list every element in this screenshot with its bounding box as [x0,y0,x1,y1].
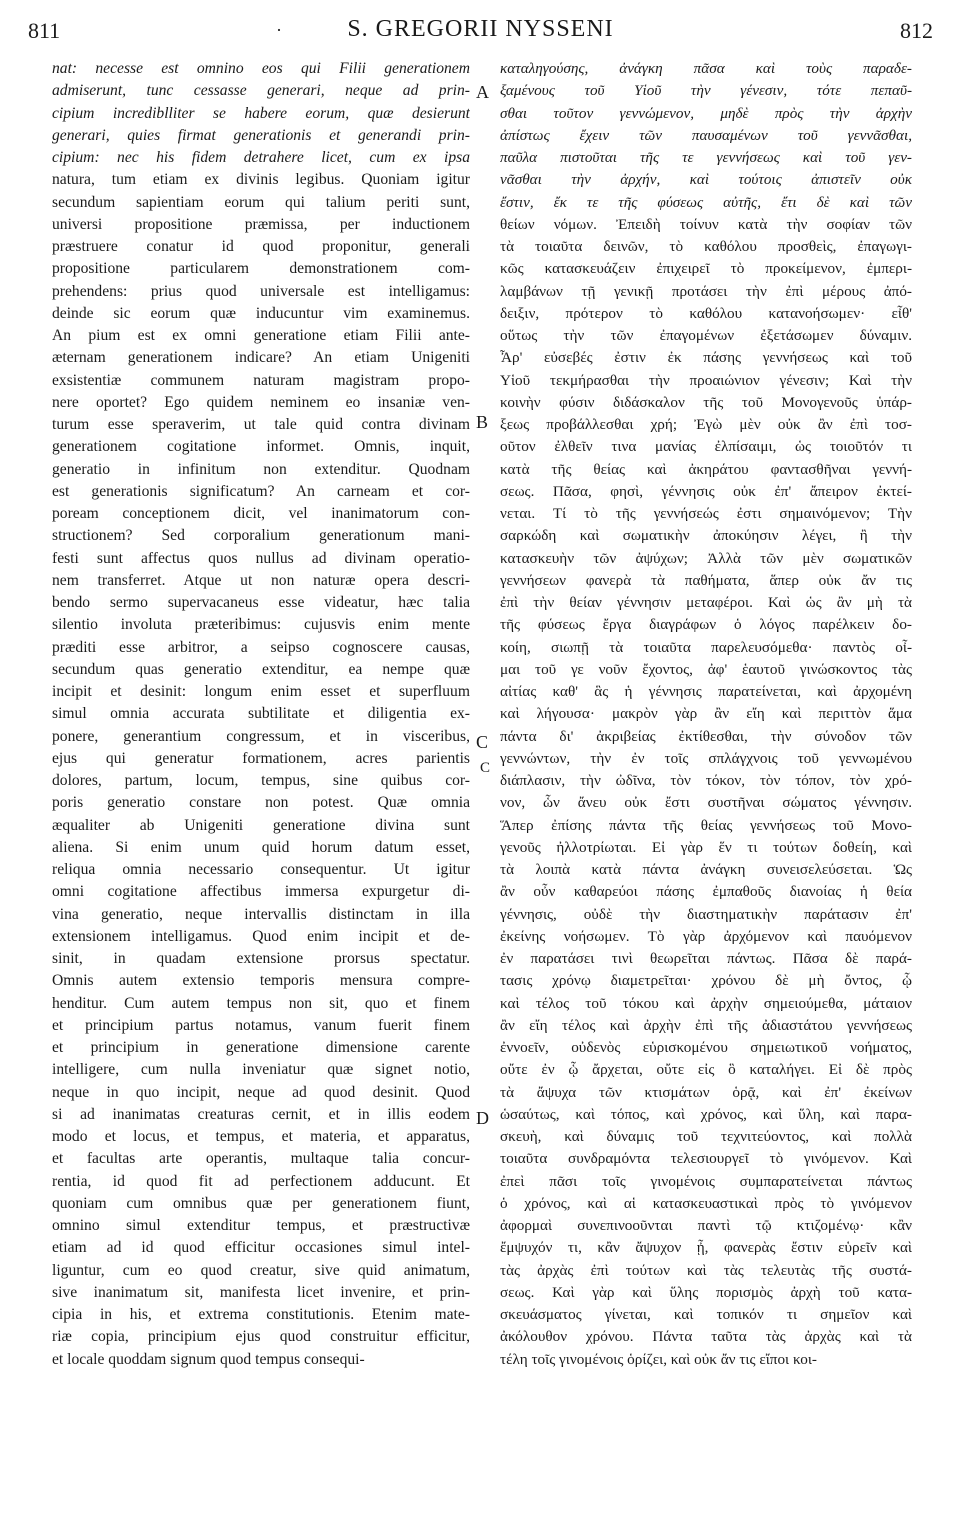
text-line: nere oportet? Ego quidem neminem eo insaniæ ven- [52,393,470,411]
text-line: ἂν εἴη τέλος καὶ ἀρχὴν ἐπὶ τῆς ἀδιαστάτου γεννήσεως [500,1016,912,1034]
text-line: σεως. Πᾶσα, φησὶ, γέννησις οὐκ ἐπ' ἄπειρον ἐκτεί- [500,482,912,500]
text-line: turum esse speraverim, ut tale quid contra divinam [52,416,470,433]
text-line: extensionem intelligamus. Quod enim incipit et de- [52,927,470,945]
text-line: æternam generationem indicare? An etiam Unigeniti [52,349,470,367]
text-line: cipia in his, et extrema constitutionis. Etenim mate- [52,1306,470,1323]
running-title: S. GREGORII NYSSENI [347,16,614,42]
text-line: κοινὴν φύσιν διδάσκαλον τῆς τοῦ Μονογενοῦς ὑπάρ- [500,393,912,411]
text-line: quoniam cum omnibus quæ per generationem fiunt, [52,1194,470,1212]
text-line: ἐν παρατάσει τινὶ θεωρεῖται πάντως. Πᾶσα δὲ παρά- [500,950,912,967]
margin-letter-c-small: C [480,760,491,776]
text-line: ἐπὶ τὴν θείαν γέννησιν μεταφέροι. Καὶ ὡς ἂν μὴ τὰ [500,594,912,611]
page-header [28,10,933,50]
text-line: ἐννοεῖν, οὐδενὸς εὑρισκομένου σημειωτικοῦ νοήματος, [500,1039,912,1056]
text-line: σκευὴ, καὶ δύναμις τοῦ τεχνιτεύοντος, καὶ πολλὰ [500,1128,912,1145]
text-line: οὔτε ἐν ᾧ ἄρχεται, οὔτε εἰς ὃ καταλήγει. Εἰ δὲ πρὸς [500,1061,912,1079]
text-line: silentio involuta præteribimus: cujusvis enim mente [52,616,470,634]
text-line: omni cogitatione affectibus immersa expurgetur di- [52,883,470,901]
text-line: ἐκείνης νοήσωμεν. Τὸ γὰρ ἀρχόμενον καὶ παυόμενον [500,927,912,945]
text-line: reliqua omnia necessario consequentur. Ut igitur [52,861,470,878]
text-line: τέλη τοῖς γινομένοις ὁρίζει, καὶ οὐκ ἄν τις εἴποι κοι- [500,1350,817,1368]
text-line: rentia, id quod fit ad perfectionem adducunt. Et [52,1172,470,1190]
text-line: ἀκόλουθον χρόνου. Πάντα ταῦτα τὰς ἀρχὰς καὶ τὰ [500,1328,912,1346]
margin-letter-d: D [476,1108,489,1128]
text-line: σεως. Καὶ γὰρ καὶ ὕλης πορισμὸς ἀρχὴ τοῦ κατα- [500,1283,912,1301]
text-line: exsistentiæ communem naturam magistram propo- [52,371,470,389]
text-line: sinit, in quadam extensione prorsus spectatur. [52,950,470,967]
text-line: simul omnia accurata subtilitate et diligentia ex- [52,705,470,723]
text-line: et facultas arte operantis, multaque talia concur- [52,1150,470,1168]
text-line: neque in quo incipit, neque ad quod desinit. Quod [52,1083,470,1101]
text-line: dolores, partum, locum, tempus, sine quibus cor- [52,772,470,789]
text-line: poris generatio constare non potest. Quæ omnia [52,794,470,812]
text-line: μαι τοῦ γε νοῦν ἔχοντος, ἀφ' ἑαυτοῦ γινώσκοντος τὰς [500,660,912,678]
greek-column [500,58,912,1512]
text-line: nat: necesse est omnino eos qui Filii generationem [52,60,470,77]
text-line: sive inanimatum sit, manifesta licet invenire, et prin- [52,1283,470,1301]
text-line: νον, ὧν ἄνευ οὐκ ἔστι συστῆναι σώματος γέννησιν. [500,794,912,812]
text-line: διάπλασιν, τὴν ὠδῖνα, τὸν τόκον, τὸν τόπον, τὸν χρό- [500,772,912,789]
text-line: ἂν οὖν καθαρεύοι πάσης ἐμπαθοῦς διανοίας ἡ θεία [500,883,912,901]
text-line: prehendens: prius quod universale est intelligamus: [52,282,470,300]
text-line: τοιαῦτα συνδραμόντα τελεσιουργεῖ τὸ γινόμενον. Καὶ [500,1150,912,1168]
text-line: παῦλα πιστοῦται τῆς τε γεννήσεως καὶ τοῦ γεν- [500,149,912,166]
text-line: incipit et desinit: longum enim esset et superfluum [52,683,470,700]
text-line: ἔμψυχόν τι, κἂν ἄψυχον ᾖ, φανερὰς ἔστιν εὑρεῖν καὶ [500,1239,912,1257]
text-line: κῶς κατασκευάζειν ἐπιχειρεῖ τὸ προκείμενον, ἐμπερι- [500,260,912,278]
text-line: secundum quas generatio extenditur, ea nempe quæ [52,660,470,678]
text-line: ἀπίστως ἔχειν τῶν παυσαμένων τοῦ γεννᾶσθαι, [500,126,912,144]
margin-letter-c: C [476,732,489,752]
text-line: Υἱοῦ τεκμήρασθαι τὴν προαιώνιον γένεσιν; Καὶ τὴν [500,371,912,389]
text-line: secundum sapientiam eorum qui talium periti sunt, [52,193,470,211]
text-line: etiam ad id quod efficitur occasiones simul intel- [52,1239,470,1257]
header-dot: · [276,20,282,40]
text-line: οῦτον ἐλθεῖν τινα μανίας ἐλπίσαιμι, ὡς τοιοῦτόν τι [500,438,912,456]
text-line: generari, quies firmat generationis et generandi prin- [52,126,470,144]
text-line: Ἅπερ ἐπίσης πάντα τῆς θείας γεννήσεως τοῦ Μονο- [500,816,912,834]
text-line: structionem? Sed corporalium generationum mani- [52,527,470,545]
text-line: νεται. Τί τὸ τῆς γεννήσεώς ἐστι σημαινόμενον; Τὴν [500,505,912,522]
text-line: admiserunt, tunc cessasse generari, neque ad prin- [52,82,470,100]
text-line: nem transferret. Atque ut non naturæ opera descri- [52,571,470,589]
text-line: κατασκευὴν τῶν ἀψύχων; Ἀλλὰ τῶν μὲν σωματικῶν [500,549,912,567]
text-line: si ad inanimatas creaturas cernit, et in illis eodem [52,1105,470,1123]
text-line: πάντα δι' ἀκριβείας ἐκτίθεσθαι, τὴν σύνοδον τῶν [500,727,912,745]
text-line: cipium incrediblliter se habere eorum, quæ desierunt [52,104,470,122]
text-line: κοίη, σιωπῇ τὰ τοιαῦτα παρελευσόμεθα· παντὸς οἶ- [500,638,912,656]
page-number-left: 811 [28,18,61,43]
text-line: deinde sic eorum quæ inducuntur vim examinemus. [52,304,470,322]
text-line: liguntur, cum eo quod creatur, sive quid animatum, [52,1261,470,1279]
text-line: ὁ χρόνος, καὶ αἱ κατασκευαστικαὶ πρὸς τὸ γινόμενον [500,1194,912,1212]
text-line: σαρκώδη καὶ σωματικὴν ἀποκύησιν λέγει, ἢ τὴν [500,527,912,545]
text-line: ξαμένους τοῦ Υἱοῦ τὴν γένεσιν, τότε πεπαῦ- [500,82,912,100]
text-line: henditur. Cum autem tempus non sit, quo et finem [52,994,470,1012]
text-line: καταληγούσης, ἀνάγκη πᾶσα καὶ τοὺς παραδε- [500,60,912,77]
margin-letter-a: A [476,82,489,102]
text-line: An pium est ex omni generatione etiam Filii ante- [52,327,470,344]
text-line: γέννησις, οὐδὲ τὴν διαστηματικὴν παράτασιν ἐπ' [500,905,912,923]
text-line: intelligere, cum nulla inveniatur quæ signet notio, [52,1061,470,1079]
text-line: θείων νόμων. Ἐπειδὴ τοίνυν κατὰ τὴν σοφίαν τῶν [500,215,912,233]
text-line: ejus qui generatur formationem, acres parientis [52,749,470,767]
text-line: δειξιν, πρότερον τὸ καθόλου κατανοήσωμεν· εἶθ' [500,304,912,322]
text-line: ξεως προβάλλεσθαι χρή; Ἐγὼ μὲν οὐκ ἂν ἐπὶ τοσ- [500,416,912,433]
text-line: τὰ ἄψυχα τῶν κτισμάτων ὁρᾷ, καὶ ἐπ' ἐκείνων [500,1083,912,1101]
text-line: τὰς ἀρχὰς ἐπὶ τούτων καὶ τὰς τελευτὰς τῆς συστά- [500,1261,912,1279]
text-line: universi propositione præmissa, per inductionem [52,215,470,233]
text-line: modo et locus, et tempus, et materia, et apparatus, [52,1128,470,1145]
text-line: σκευάσματος γίνεται, καὶ τοπικόν τι σημεῖον καὶ [500,1306,912,1323]
text-line: aliena. Si enim unum quid horum datum esset, [52,838,470,856]
text-line: αἰτίας καθ' ἃς ἡ γέννησις παρατείνεται, καὶ ἀρχομένη [500,683,912,700]
text-line: Ἆρ' εὐσεβές ἐστιν ἐκ πάσης γεννήσεως καὶ τοῦ [500,349,912,367]
text-line: τὰ λοιπὰ κατὰ πάντα ἀνάγκη συνεισελεύσεται. Ὡς [500,861,912,878]
text-line: καὶ λήγουσα· μακρὸν γὰρ ἂν εἴη καὶ περιττὸν ἅμα [500,705,912,723]
text-line: ἐπεὶ πᾶσι τοῖς γινομένοις συμπαρατείνεται πάντως [500,1172,912,1190]
text-line: τὰ τοιαῦτα δεινῶν, τὸ καθόλου προσθεὶς, ἐπαγωγι- [500,238,912,255]
text-line: præstruere conatur id quod proponitur, generali [52,238,470,255]
text-line: ἔστιν, ἔκ τε τῆς φύσεως αὐτῆς, ἔτι δὲ καὶ τῶν [500,193,912,211]
text-line: τασις χρόνῳ διαμετρεῖται· χρόνου δὲ μὴ ὄντος, ᾧ [500,972,912,990]
page-number-right: 812 [900,18,933,43]
text-line: bendo sermo supervacaneus esse videatur, hæc talia [52,594,470,611]
text-line: καὶ τέλος τοῦ τόκου καὶ ἀρχὴν σημειούμεθα, μάταιον [500,994,912,1012]
text-line: et locale quoddam signum quod tempus consequi- [52,1350,365,1368]
text-line: poream conceptionem dicit, vel inanimatorum con- [52,505,470,522]
text-line: et principium in generatione dimensione carente [52,1039,470,1056]
text-line: νᾶσθαι τὴν ἀρχήν, καὶ τούτοις ἀπιστεῖν οὐκ [500,171,912,189]
text-line: γεννώντων, τὴν ἐν τοῖς σπλάγχνοις τοῦ γεννωμένου [500,749,912,767]
text-line: γενοῦς ἠλλοτρίωται. Εἰ γὰρ ἕν τι τούτων δοθείη, καὶ [500,838,912,856]
text-line: γεννήσεων φανερὰ τὰ παθήματα, ἅπερ οὐκ ἄν τις [500,571,912,589]
text-line: ὡσαύτως, καὶ τόπος, καὶ χρόνος, καὶ ὕλη, καὶ παρα- [500,1105,912,1123]
text-line: generatio in infinitum non extenditur. Quodnam [52,460,470,478]
text-line: Omnis autem extensio temporis mensura compre- [52,972,470,990]
text-line: οὕτως τὴν τῶν ἐπαγομένων ἐξετάσωμεν δύναμιν. [500,327,912,344]
text-line: σθαι τοῦτον γεννώμενον, μηδὲ πρὸς τὴν ἀρχὴν [500,104,912,122]
margin-letter-b: B [476,412,489,432]
text-line: ἀφορμαὶ συνεπινοοῦνται παντὶ τῷ κτιζομένῳ· κἂν [500,1217,912,1234]
text-line: generationem cogitatione informet. Omnis, inquit, [52,438,470,456]
text-line: æqualiter ab Unigeniti generatione divina sunt [52,816,470,834]
text-line: est generationis significatum? An carneam et cor- [52,482,470,500]
latin-column [52,58,470,1512]
text-line: omnino simul extenditur tempus, et præstructivæ [52,1217,470,1234]
text-line: λαμβάνων τῇ γενικῇ προτάσει τὴν ἐπὶ μέρους ἀπό- [500,282,912,300]
text-line: riæ copia, principium ejus quod construitur efficitur, [52,1328,470,1346]
text-line: vina generatio, neque intervallis distinctam in illa [52,905,470,923]
text-line: ponere, generantium congressum, et in visceribus, [52,727,470,745]
text-line: festi sunt affectus quos nullus ad divinam operatio- [52,549,470,567]
text-line: κατὰ τῆς θείας καὶ ἀκηράτου φαντασθῆναι γεννή- [500,460,912,478]
text-line: et principium partus notamus, vanum fuerit finem [52,1016,470,1034]
text-line: propositione particularem demonstrationem com- [52,260,470,278]
text-line: natura, tum etiam ex divinis legibus. Quoniam igitur [52,171,470,189]
text-line: præditi esse arbitror, a seipso cognoscere causas, [52,638,470,656]
text-line: cipium: nec his fidem detrahere licet, cum ex ipsa [52,149,470,166]
text-line: τῆς φύσεως ἔργα διαγράφων ὁ λόγος παρέλκειν δο- [500,616,912,634]
